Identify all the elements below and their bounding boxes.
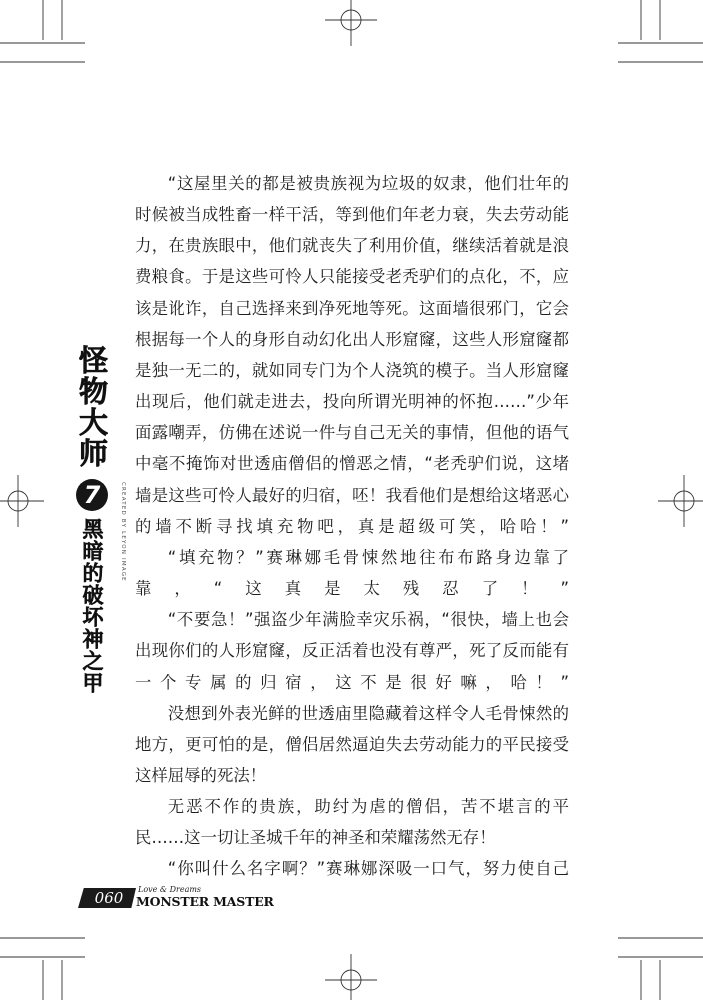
book-title: 怪物大师 [75,345,109,469]
book-title-vertical [73,345,113,694]
paragraph: “这屋里关的都是被贵族视为垃圾的奴隶，他们壮年的时候被当成牲畜一样干活，等到他们年老力衰，失去劳动能力，在贵族眼中，他们就丧失了利用价值，继续活着就是浪费粮食。于是这些可怜人只能接受老秃驴们的点化，不，应该是讹诈，自己选择来到净死地等死。这面墙很邪门，它会根据每一个人的身形自动幻化出人形窟窿，这些人形窟窿都是独一无二的，就如同专门为个人浇筑的模子。当人形窟窿出现后，他们就走进去，投向所谓光明神的怀抱……”少年面露嘲弄，仿佛在述说一件与自己无关的事情，但他的语气中毫不掩饰对世透庙僧侣的憎恶之情，“老秃驴们说，这堵墙是这些可怜人最好的归宿，呸！我看他们是想给这堵恶心的墙不断寻找填充物吧，真是超级可笑，哈哈！” [135,174,569,536]
paragraph: 没想到外表光鲜的世透庙里隐藏着这样令人毛骨悚然的地方，更可怕的是，僧侣居然逼迫失去劳动能力的平民接受这样屈辱的死法！ [135,703,569,785]
page-number: 060 [94,889,124,907]
book-subtitle: 黑暗的破坏神之甲 [80,518,104,695]
paragraph: “不要急！”强盗少年满脸幸灾乐祸，“很快，墙上也会出现你们的人形窟窿，反正活着也没有尊严，死了反而能有一个专属的归宿，这不是很好嘛，哈！” [135,610,569,692]
paragraph: “填充物？”赛琳娜毛骨悚然地往布布路身边靠了靠，“这真是太残忍了！” [135,547,569,599]
volume-badge: 7 [76,479,108,511]
series-name: MONSTER MASTER [136,894,274,909]
body-text [135,168,569,885]
book-credit: CREATED BY LEYON IMAGE [120,482,126,582]
paragraph: 无恶不作的贵族，助纣为虐的僧侣，苦不堪言的平民……这一切让圣城千年的神圣和荣耀荡然无存！ [135,797,569,848]
series-tagline: Love & Dreams [138,885,202,894]
paragraph: “你叫什么名字啊？”赛琳娜深吸一口气，努力使自己 [167,859,569,879]
